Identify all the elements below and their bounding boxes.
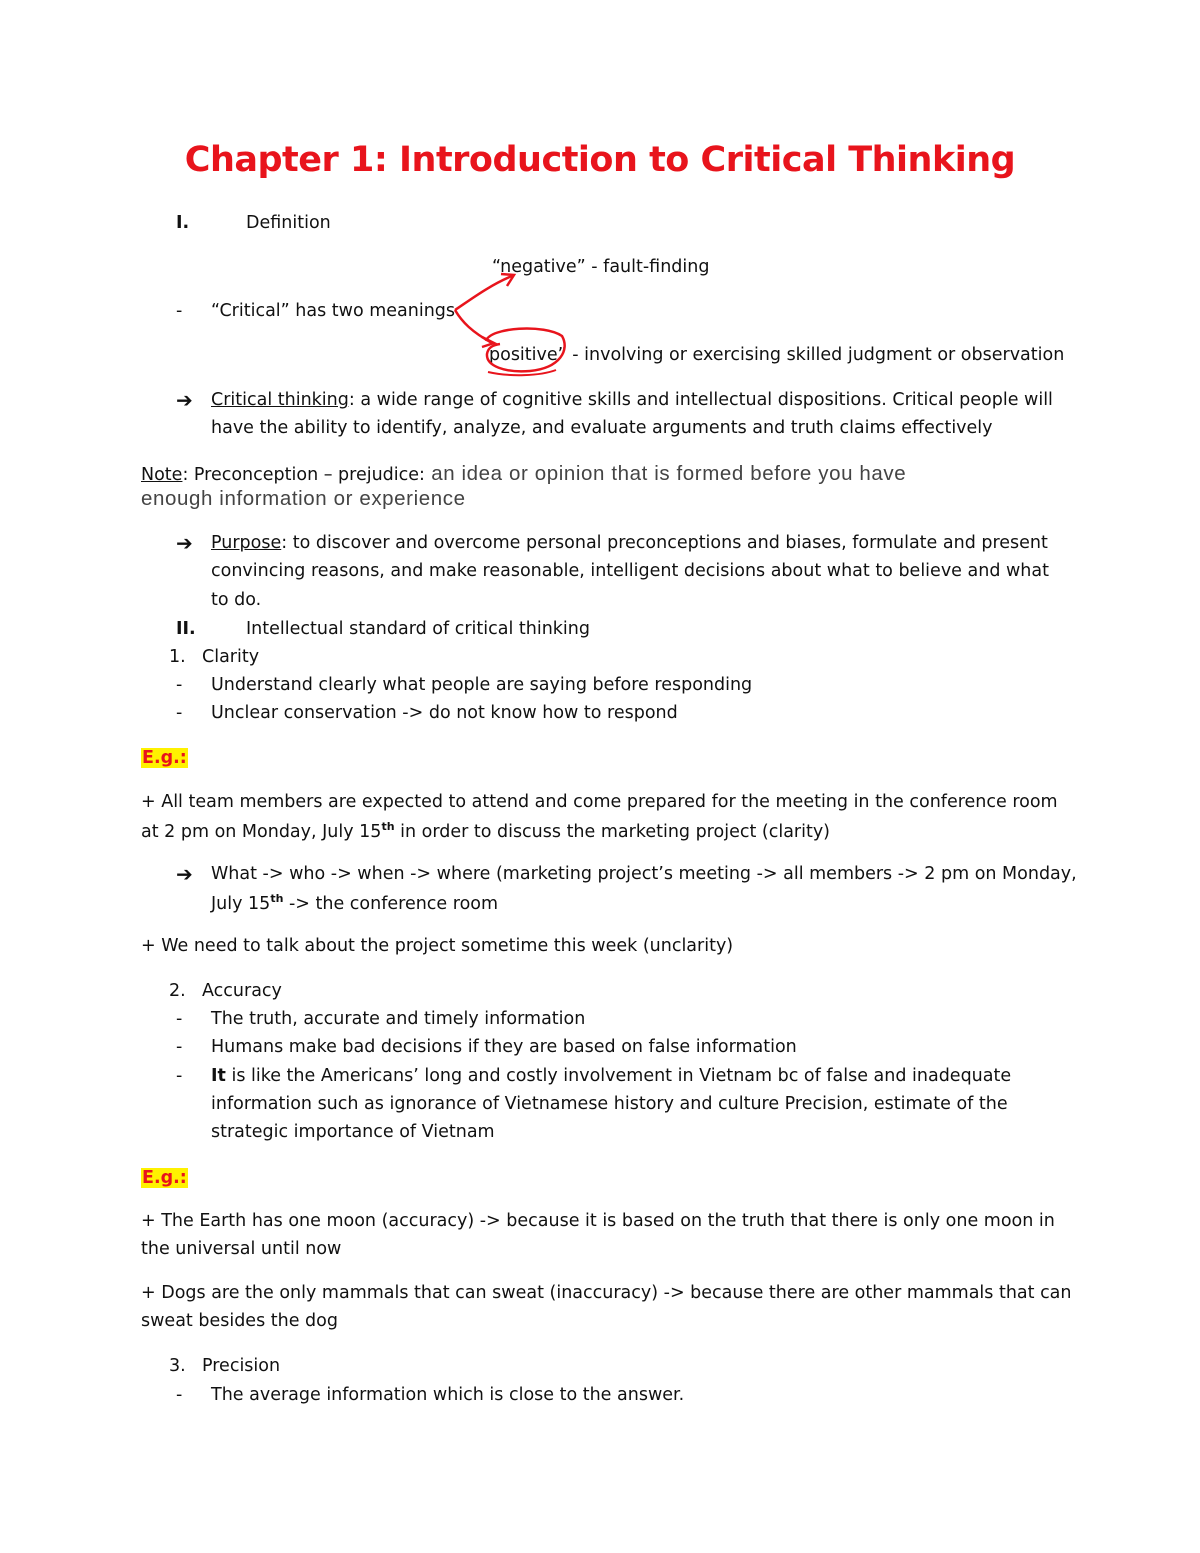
critical-thinking-definition: Critical thinking: a wide range of cognitive skills and intellectual dispositions. Critical people will (211, 390, 1053, 410)
purpose-line: Purpose: to discover and overcome personal preconceptions and biases, formulate and present (211, 533, 1048, 553)
list-bullet: - (176, 1385, 183, 1405)
list-item: The truth, accurate and timely information (211, 1009, 586, 1029)
example-line: + All team members are expected to attend and come prepared for the meeting in the conference room (141, 792, 1058, 812)
subheading-accuracy: Accuracy (202, 981, 282, 1001)
example-line: + Dogs are the only mammals that can sweat (inaccuracy) -> because there are other mammals that can (141, 1283, 1072, 1303)
example-line: + We need to talk about the project sometime this week (unclarity) (141, 936, 734, 956)
arrow-line: What -> who -> when -> where (marketing project’s meeting -> all members -> 2 pm on Monday, (211, 864, 1077, 884)
list-bullet: - (176, 1037, 183, 1057)
page-title: Chapter 1: Introduction to Critical Thinking (184, 140, 1016, 180)
meaning-positive: positive” - involving or exercising skilled judgment or observation (489, 345, 1065, 365)
note-line: Note: Preconception – prejudice: an idea or opinion that is formed before you have (141, 462, 907, 485)
item-number: 2. (169, 981, 186, 1001)
item-number: 3. (169, 1356, 186, 1376)
meaning-negative: “negative” - fault-finding (492, 257, 710, 277)
list-item: Unclear conservation -> do not know how to respond (211, 703, 678, 723)
example-line: + The Earth has one moon (accuracy) -> because it is based on the truth that there is only one moon in (141, 1211, 1055, 1231)
list-item: Humans make bad decisions if they are based on false information (211, 1037, 797, 1057)
critical-thinking-definition-cont: have the ability to identify, analyze, and evaluate arguments and truth claims effectively (211, 418, 993, 438)
purpose-line-cont: to do. (211, 590, 262, 610)
subheading-clarity: Clarity (202, 647, 260, 667)
list-item: The average information which is close to the answer. (211, 1385, 685, 1405)
example-line-cont: at 2 pm on Monday, July 15th in order to discuss the marketing project (clarity) (141, 820, 831, 842)
subheading-precision: Precision (202, 1356, 281, 1376)
item-number: 1. (169, 647, 186, 667)
list-bullet: - (176, 703, 183, 723)
section-number-1: I. (176, 213, 190, 233)
section-number-2: II. (176, 619, 196, 639)
example-label: E.g.: (142, 1168, 187, 1188)
list-item: It is like the Americans’ long and costly involvement in Vietnam bc of false and inadequate (211, 1066, 1012, 1086)
example-line-cont: the universal until now (141, 1239, 342, 1259)
arrow-icon: ➔ (176, 862, 193, 886)
example-line-cont: sweat besides the dog (141, 1311, 338, 1331)
arrow-line-cont: July 15th -> the conference room (211, 892, 499, 914)
arrow-icon: ➔ (176, 531, 193, 555)
list-item-cont: strategic importance of Vietnam (211, 1122, 495, 1142)
purpose-line-cont: convincing reasons, and make reasonable, intelligent decisions about what to believe and what (211, 561, 1049, 581)
list-bullet: - (176, 1009, 183, 1029)
list-item-cont: information such as ignorance of Vietnamese history and culture Precision, estimate of the (211, 1094, 1008, 1114)
note-line-cont: enough information or experience (141, 487, 466, 510)
arrow-icon: ➔ (176, 388, 193, 412)
list-item: Understand clearly what people are saying before responding (211, 675, 753, 695)
example-label: E.g.: (142, 748, 187, 768)
list-bullet: - (176, 675, 183, 695)
critical-meanings-line: “Critical” has two meanings (211, 301, 456, 321)
section-heading-standards: Intellectual standard of critical thinking (246, 619, 590, 639)
section-heading-definition: Definition (246, 213, 331, 233)
list-bullet: - (176, 1066, 183, 1086)
list-bullet: - (176, 301, 183, 321)
